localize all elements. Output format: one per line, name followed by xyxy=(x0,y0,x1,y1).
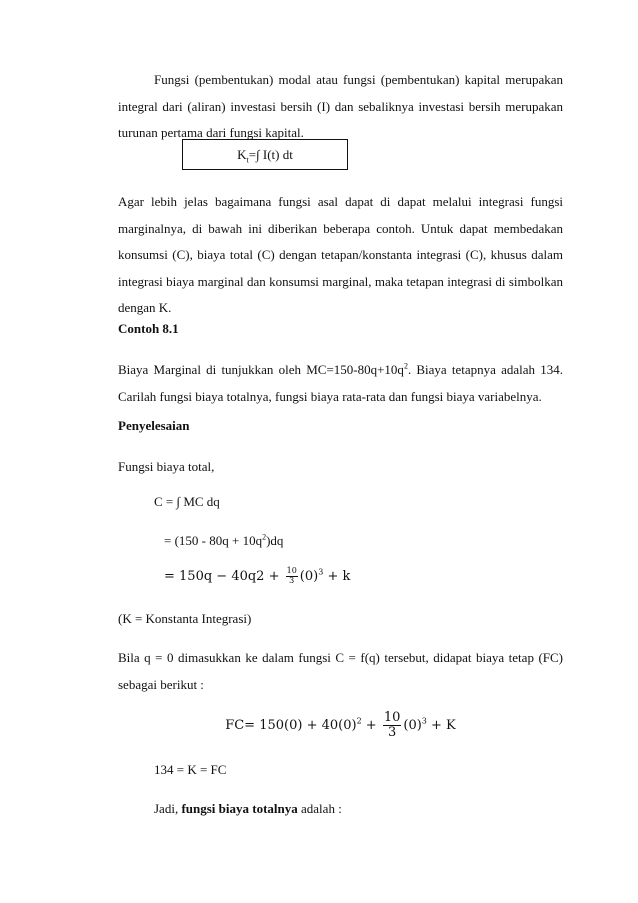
paragraph-fixed-cost xyxy=(118,645,563,698)
example-heading: Contoh 8.1 xyxy=(118,321,179,336)
total-cost-label: Fungsi biaya total, xyxy=(118,459,215,474)
text-segment: (0) xyxy=(403,718,422,733)
text-line: sebagai berikut : xyxy=(118,676,204,692)
constant-note: (K = Konstanta Integrasi) xyxy=(118,611,252,626)
text-segment: Biaya Marginal di tunjukkan oleh MC=150-80q+10q xyxy=(118,362,404,377)
formula-rhs: =∫ I(t) dt xyxy=(248,147,293,162)
conclusion-line xyxy=(154,796,563,823)
text-segment: + k xyxy=(323,569,351,584)
text-segment: = 150q − 40q2 + xyxy=(164,569,284,584)
text-line xyxy=(118,357,563,384)
fraction-numerator: 10 xyxy=(383,709,401,725)
paragraph-explanation xyxy=(118,189,563,322)
superscript: 2 xyxy=(403,361,408,371)
fraction xyxy=(383,711,402,741)
text-line: Bila q = 0 dimasukkan ke dalam fungsi C = f(q) tersebut, didapat biaya tetap (FC) xyxy=(118,650,563,665)
text-line: Fungsi (pembentukan) modal atau fungsi (pembentukan) kapital merupakan xyxy=(154,72,563,87)
fraction-denominator: 3 xyxy=(387,725,397,740)
text-line: marginalnya, di bawah ini diberikan beberapa contoh. Untuk dapat membedakan xyxy=(118,220,563,236)
text-segment: + xyxy=(361,718,381,733)
text-line: Carilah fungsi biaya totalnya, fungsi biaya rata-rata dan fungsi biaya variabelnya. xyxy=(118,388,542,404)
text-line: integral dari (aliran) investasi bersih (I) dan sebaliknya investasi bersih merupakan xyxy=(118,98,563,114)
equation-result xyxy=(164,564,563,591)
formula-lhs: K xyxy=(237,147,247,162)
text-segment: . Biaya tetapnya adalah 134. xyxy=(407,362,564,377)
text-segment: )dq xyxy=(266,533,284,548)
text-line: turunan pertama dari fungsi kapital. xyxy=(118,125,304,140)
equation-integrand xyxy=(164,528,563,555)
text-line: konsumsi (C), biaya total (C) dengan tetapan/konstanta integrasi (C), khusus dalam xyxy=(118,247,563,262)
capital-formula-box xyxy=(182,139,348,170)
equation-integral: C = ∫ MC dq xyxy=(154,494,220,509)
fraction-denominator: 3 xyxy=(289,576,295,585)
text-line: integrasi biaya marginal dan konsumsi marginal, maka tetapan integrasi di simbolkan xyxy=(118,273,563,289)
text-segment: = (150 - 80q + 10q xyxy=(164,533,263,548)
superscript: 3 xyxy=(318,567,324,577)
formula-subscript: t xyxy=(246,155,249,165)
solution-heading: Penyelesaian xyxy=(118,418,190,433)
fraction-numerator: 10 xyxy=(286,566,297,576)
superscript: 3 xyxy=(421,716,427,726)
superscript: 2 xyxy=(356,716,362,726)
fixed-cost-equation xyxy=(118,706,563,746)
text-line: dengan K. xyxy=(118,300,172,315)
bold-text: fungsi biaya totalnya xyxy=(181,801,298,816)
paragraph-capital-function xyxy=(118,67,563,147)
fraction xyxy=(286,567,298,586)
text-segment: adalah : xyxy=(297,801,342,816)
paragraph-example-problem xyxy=(118,357,563,410)
text-segment: + K xyxy=(426,718,456,733)
superscript: 2 xyxy=(262,532,267,542)
text-segment: FC= 150(0) + 40(0) xyxy=(225,718,357,733)
text-line: Agar lebih jelas bagaimana fungsi asal dapat di dapat melalui integrasi fungsi xyxy=(118,194,563,209)
text-segment: (0) xyxy=(299,569,319,584)
text-segment: Jadi, xyxy=(154,801,182,816)
constant-equation: 134 = K = FC xyxy=(154,762,227,777)
